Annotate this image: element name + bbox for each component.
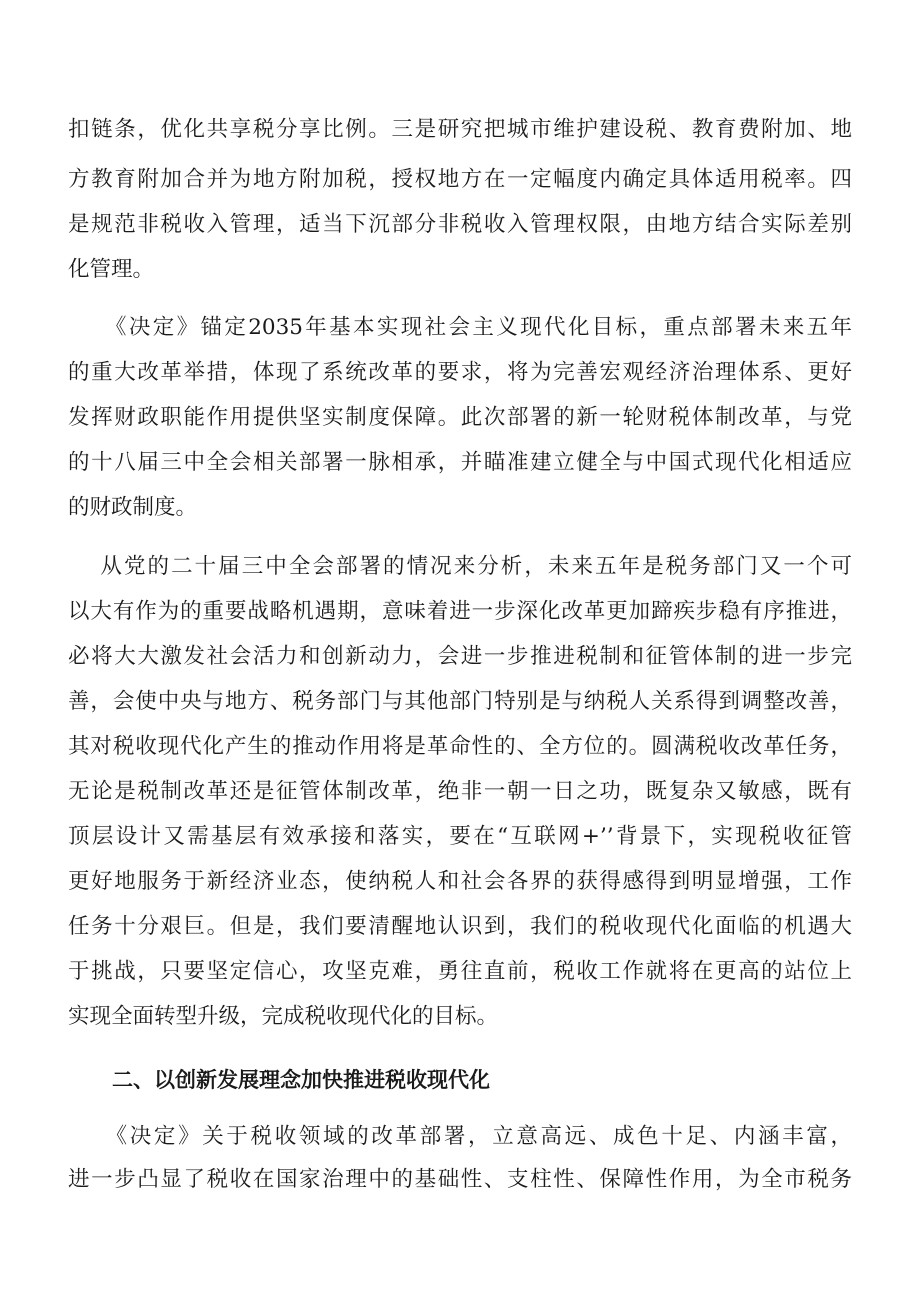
text-line: 《决定》锚定2035年基本实现社会主义现代化目标，重点部署未来五年 bbox=[68, 315, 852, 340]
text-line: 无论是税制改革还是征管体制改革，绝非一朝一日之功，既复杂又敏感，既有 bbox=[68, 779, 852, 804]
text-line: 以大有作为的重要战略机遇期，意味着进一步深化改革更加蹄疾步稳有序推进， bbox=[68, 599, 852, 624]
text-line: 扣链条，优化共享税分享比例。三是研究把城市维护建设税、教育费附加、地 bbox=[68, 117, 852, 142]
text-line: 必将大大激发社会活力和创新动力，会进一步推进税制和征管体制的进一步完 bbox=[68, 644, 852, 669]
text-line: 顶层设计又需基层有效承接和落实，要在“互联网+’’背景下，实现税收征管 bbox=[68, 824, 852, 849]
text-line: 于挑战，只要坚定信心，攻坚克难，勇往直前，税收工作就将在更高的站位上 bbox=[68, 959, 852, 984]
text-line: 是规范非税收入管理，适当下沉部分非税收入管理权限，由地方结合实际差别 bbox=[68, 212, 852, 237]
text-line: 化管理。 bbox=[68, 257, 155, 282]
text-line: 的重大改革举措，体现了系统改革的要求，将为完善宏观经济治理体系、更好 bbox=[68, 360, 852, 385]
text-line: 方教育附加合并为地方附加税，授权地方在一定幅度内确定具体适用税率。四 bbox=[68, 167, 852, 192]
text-line: 《决定》关于税收领域的改革部署，立意高远、成色十足、内涵丰富， bbox=[68, 1124, 852, 1149]
text-line: 的财政制度。 bbox=[68, 495, 198, 520]
section-heading: 二、以创新发展理念加快推进税收现代化 bbox=[112, 1068, 490, 1092]
text-line: 更好地服务于新经济业态，使纳税人和社会各界的获得感得到明显增强，工作 bbox=[68, 869, 852, 894]
text-line: 实现全面转型升级，完成税收现代化的目标。 bbox=[68, 1004, 499, 1029]
text-line: 善，会使中央与地方、税务部门与其他部门特别是与纳税人关系得到调整改善， bbox=[68, 689, 852, 714]
text-line: 进一步凸显了税收在国家治理中的基础性、支柱性、保障性作用，为全市税务 bbox=[68, 1167, 852, 1192]
text-line: 任务十分艰巨。但是，我们要清醒地认识到，我们的税收现代化面临的机遇大 bbox=[68, 914, 852, 939]
text-line: 发挥财政职能作用提供坚实制度保障。此次部署的新一轮财税体制改革，与党 bbox=[68, 405, 852, 430]
text-line: 的十八届三中全会相关部署一脉相承，并瞄准建立健全与中国式现代化相适应 bbox=[68, 450, 852, 475]
text-line: 从党的二十届三中全会部署的情况来分析，未来五年是税务部门又一个可 bbox=[68, 554, 852, 579]
text-line: 其对税收现代化产生的推动作用将是革命性的、全方位的。圆满税收改革任务， bbox=[68, 734, 852, 759]
